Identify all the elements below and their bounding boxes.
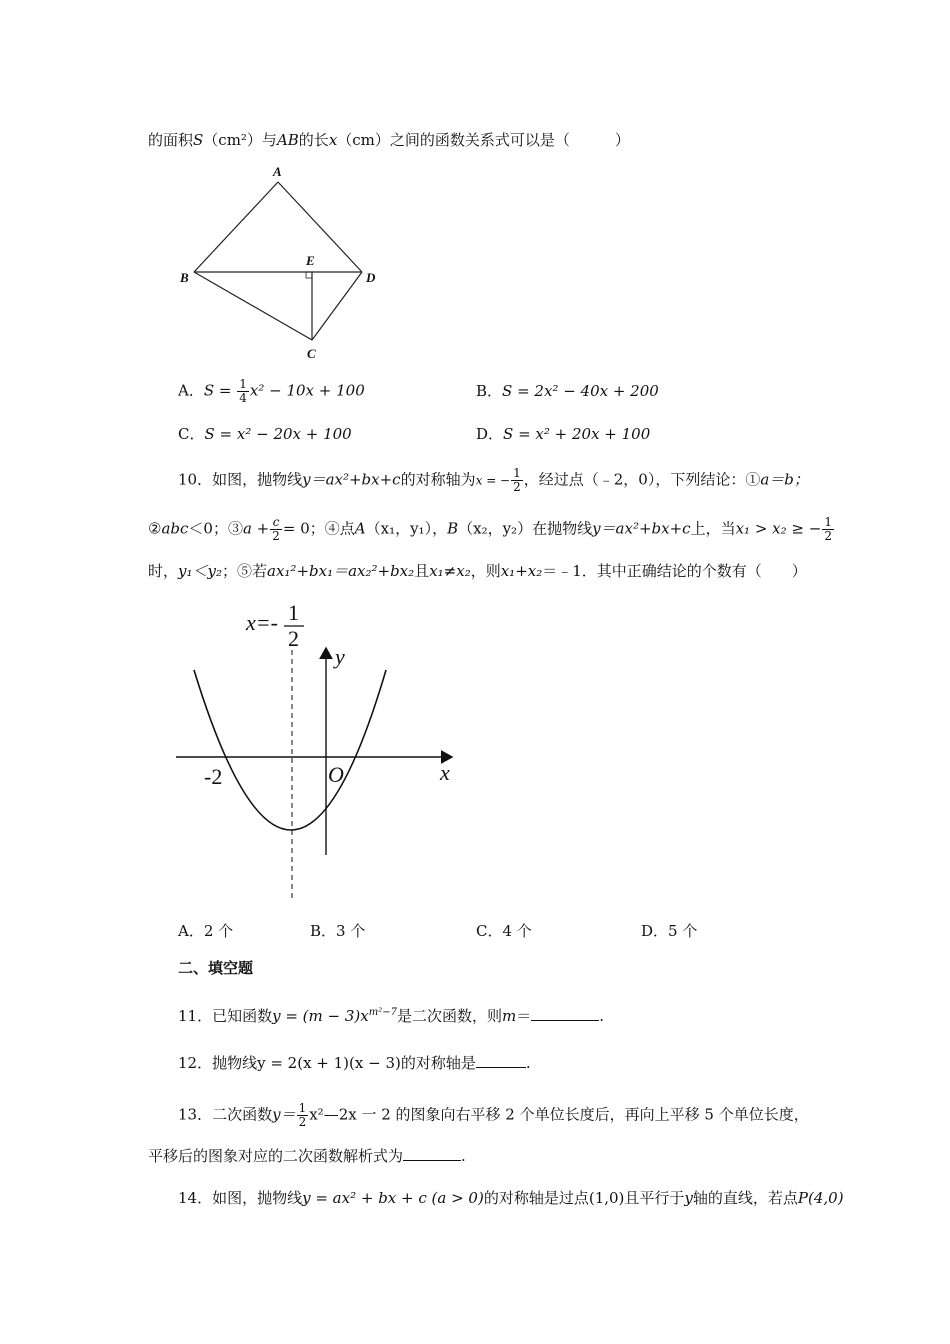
label-origin: O	[328, 762, 344, 787]
axis-label-num: 1	[288, 600, 299, 625]
q13-line-2: 平移后的图象对应的二次函数解析式为 .	[148, 1147, 466, 1165]
axis-label-den: 2	[288, 626, 299, 651]
parabola-curve	[194, 670, 386, 830]
label-x: x	[440, 760, 450, 785]
label-b: B	[180, 270, 189, 285]
q10-parabola-graph	[170, 600, 470, 905]
q10-line-1: 10．如图，抛物线y＝ax²+bx+c的对称轴为x = − $\frac{1}{2}$ ，经过点（﹣2，0），下列结论：①a＝b；	[178, 466, 809, 494]
q12-answer-blank[interactable]	[476, 1052, 526, 1068]
edge-ad	[278, 182, 362, 272]
q11: 11．已知函数$y = (m - 3)x^{m^2-7}$是二次函数，则m＝ .	[178, 1007, 604, 1025]
right-angle-mark	[306, 272, 312, 278]
label-a: A	[273, 164, 282, 179]
section-heading-fill-in: 二、填空题	[178, 959, 254, 977]
q9-option-c[interactable]: C．S = x² − 20x + 100	[178, 425, 352, 443]
q9-option-b[interactable]: B．S = 2x² − 40x + 200	[476, 382, 659, 400]
q11-answer-blank[interactable]	[531, 1005, 599, 1021]
label-c: C	[307, 346, 316, 361]
edge-ab	[194, 182, 278, 272]
label-neg-2: -2	[204, 764, 223, 789]
q10-line-2: ②abc＜0；③a + $\frac{c}{2}$ = 0；④点A（x₁，y₁），B（x₂，y₂）在抛物线y＝ax²+bx+c上，当x₁ > x₂ ≥ − $\frac{1}{2}$	[148, 515, 832, 543]
q9-stem: 的面积S（cm²）与AB的长x（cm）之间的函数关系式可以是（ ）	[148, 131, 630, 149]
q10-option-b[interactable]: B．3 个	[310, 922, 366, 940]
edge-dc	[312, 272, 362, 340]
q14-line-1: 14．如图，抛物线y = ax² + bx + c (a > 0)的对称轴是过点(1,0)且平行于y轴的直线，若点P(4,0)	[178, 1189, 844, 1207]
q10-option-c[interactable]: C．4 个	[476, 922, 532, 940]
q10-option-a[interactable]: A．2 个	[178, 922, 234, 940]
edge-bc	[194, 272, 312, 340]
q9-option-a[interactable]: A．S = $\frac{1}{4}$ x² − 10x + 100	[178, 377, 365, 405]
q10-line-3: 时，y₁＜y₂；⑤若ax₁²+bx₁＝ax₂²+bx₂且x₁≠x₂，则x₁+x₂＝﹣1．其中正确结论的个数有（ ）	[148, 562, 807, 580]
q9-quadrilateral-figure	[170, 160, 390, 370]
label-d: D	[366, 270, 376, 285]
q13-line-1: 13．二次函数y＝ $\frac{1}{2}$ x²—2x 一 2 的图象向右平移 2 个单位长度后，再向上平移 5 个单位长度，	[178, 1101, 809, 1129]
q12: 12．抛物线y = 2(x + 1)(x − 3)的对称轴是 .	[178, 1054, 531, 1072]
frac-1-4: $\frac{1}{4}$	[239, 377, 247, 405]
label-e: E	[306, 253, 315, 268]
q13-answer-blank[interactable]	[403, 1145, 461, 1161]
label-y: y	[335, 644, 345, 669]
q9-option-d[interactable]: D．S = x² + 20x + 100	[476, 425, 651, 443]
axis-label-prefix: x=-	[246, 610, 278, 635]
q10-option-d[interactable]: D．5 个	[641, 922, 698, 940]
